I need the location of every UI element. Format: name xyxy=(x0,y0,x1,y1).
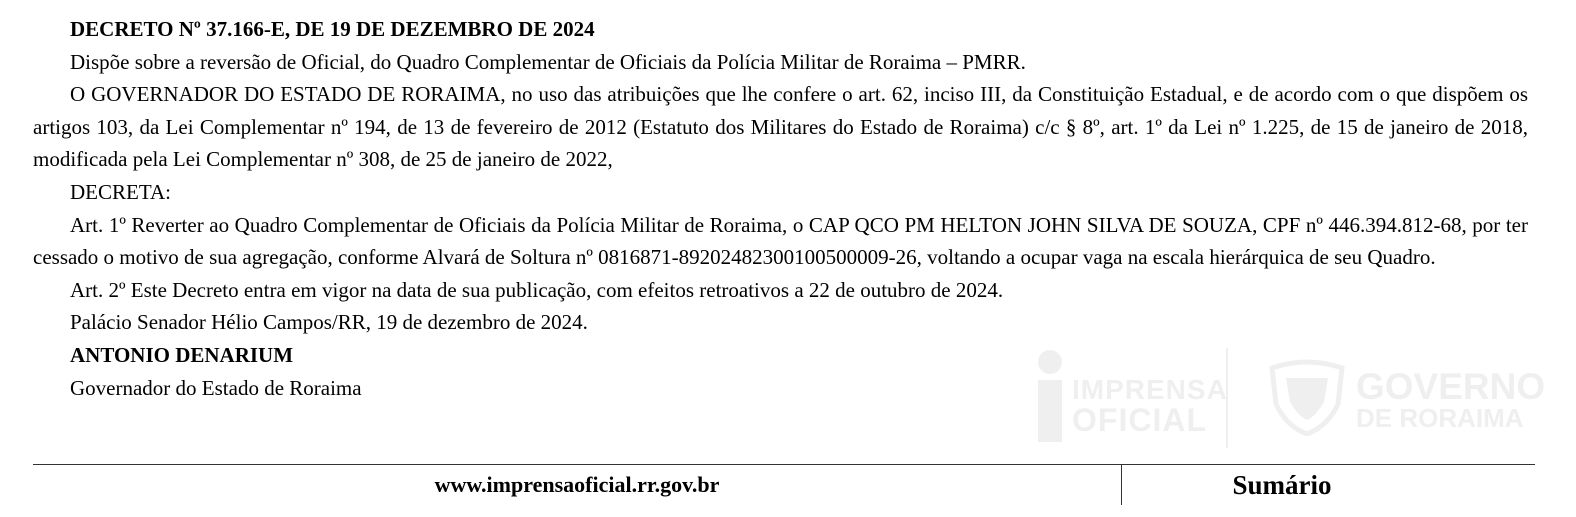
decree-article-2: Art. 2º Este Decreto entra em vigor na data de sua publicação, com efeitos retroativos a 22 de outubro de 2024. xyxy=(70,277,1004,302)
roraima-crest-icon xyxy=(1266,356,1348,436)
watermark-oficial-text: OFICIAL xyxy=(1072,402,1207,438)
watermark-de-roraima-text: DE RORAIMA xyxy=(1356,403,1524,433)
signatory-role: Governador do Estado de Roraima xyxy=(70,375,362,400)
decree-title: DECRETO Nº 37.166-E, DE 19 DE DEZEMBRO DE 2024 xyxy=(70,17,595,41)
decree-preamble: O GOVERNADOR DO ESTADO DE RORAIMA, no uso das atribuições que lhe confere o art. 62, inciso III, da Constituição Estadual, e de acordo com o que dispõem os artigos 103, da Lei Complementar nº 194, de 13 de fevereiro de 2012 (Estatuto dos Militares do Estado de Roraima) c/c § 8º, art. 1º da Lei nº 1.225, de 15 de janeiro de 2018, modificada pela Lei Complementar nº 308, de 25 de janeiro de 2022, xyxy=(33,82,1528,172)
watermark-logos xyxy=(1030,346,1546,448)
decree-summary: Dispõe sobre a reversão de Oficial, do Quadro Complementar de Oficiais da Polícia Militar de Roraima – PMRR. xyxy=(70,49,1026,74)
footer-divider xyxy=(33,464,1535,465)
footer-website-url: www.imprensaoficial.rr.gov.br xyxy=(434,472,720,497)
decree-place-date: Palácio Senador Hélio Campos/RR, 19 de dezembro de 2024. xyxy=(70,310,588,335)
sumario-link[interactable]: Sumário xyxy=(1232,470,1332,500)
watermark-divider xyxy=(1226,348,1228,448)
watermark-governo-text: GOVERNO xyxy=(1356,366,1546,407)
decree-decreta: DECRETA: xyxy=(70,179,171,204)
watermark-imprensa-text: IMPRENSA xyxy=(1072,374,1228,405)
decree-article-1: Art. 1º Reverter ao Quadro Complementar de Oficiais da Polícia Militar de Roraima, o CAP QCO PM HELTON JOHN SILVA DE SOUZA, CPF nº 446.394.812-68, por ter cessado o motivo de sua agregação, conforme Alvará de Soltura nº 0816871-89202482300100500009-26, voltando a ocupar vaga na escala hierárquica de seu Quadro. xyxy=(33,212,1528,270)
imprensa-oficial-emblem-icon xyxy=(1030,348,1072,444)
signatory-name: ANTONIO DENARIUM xyxy=(70,342,294,367)
